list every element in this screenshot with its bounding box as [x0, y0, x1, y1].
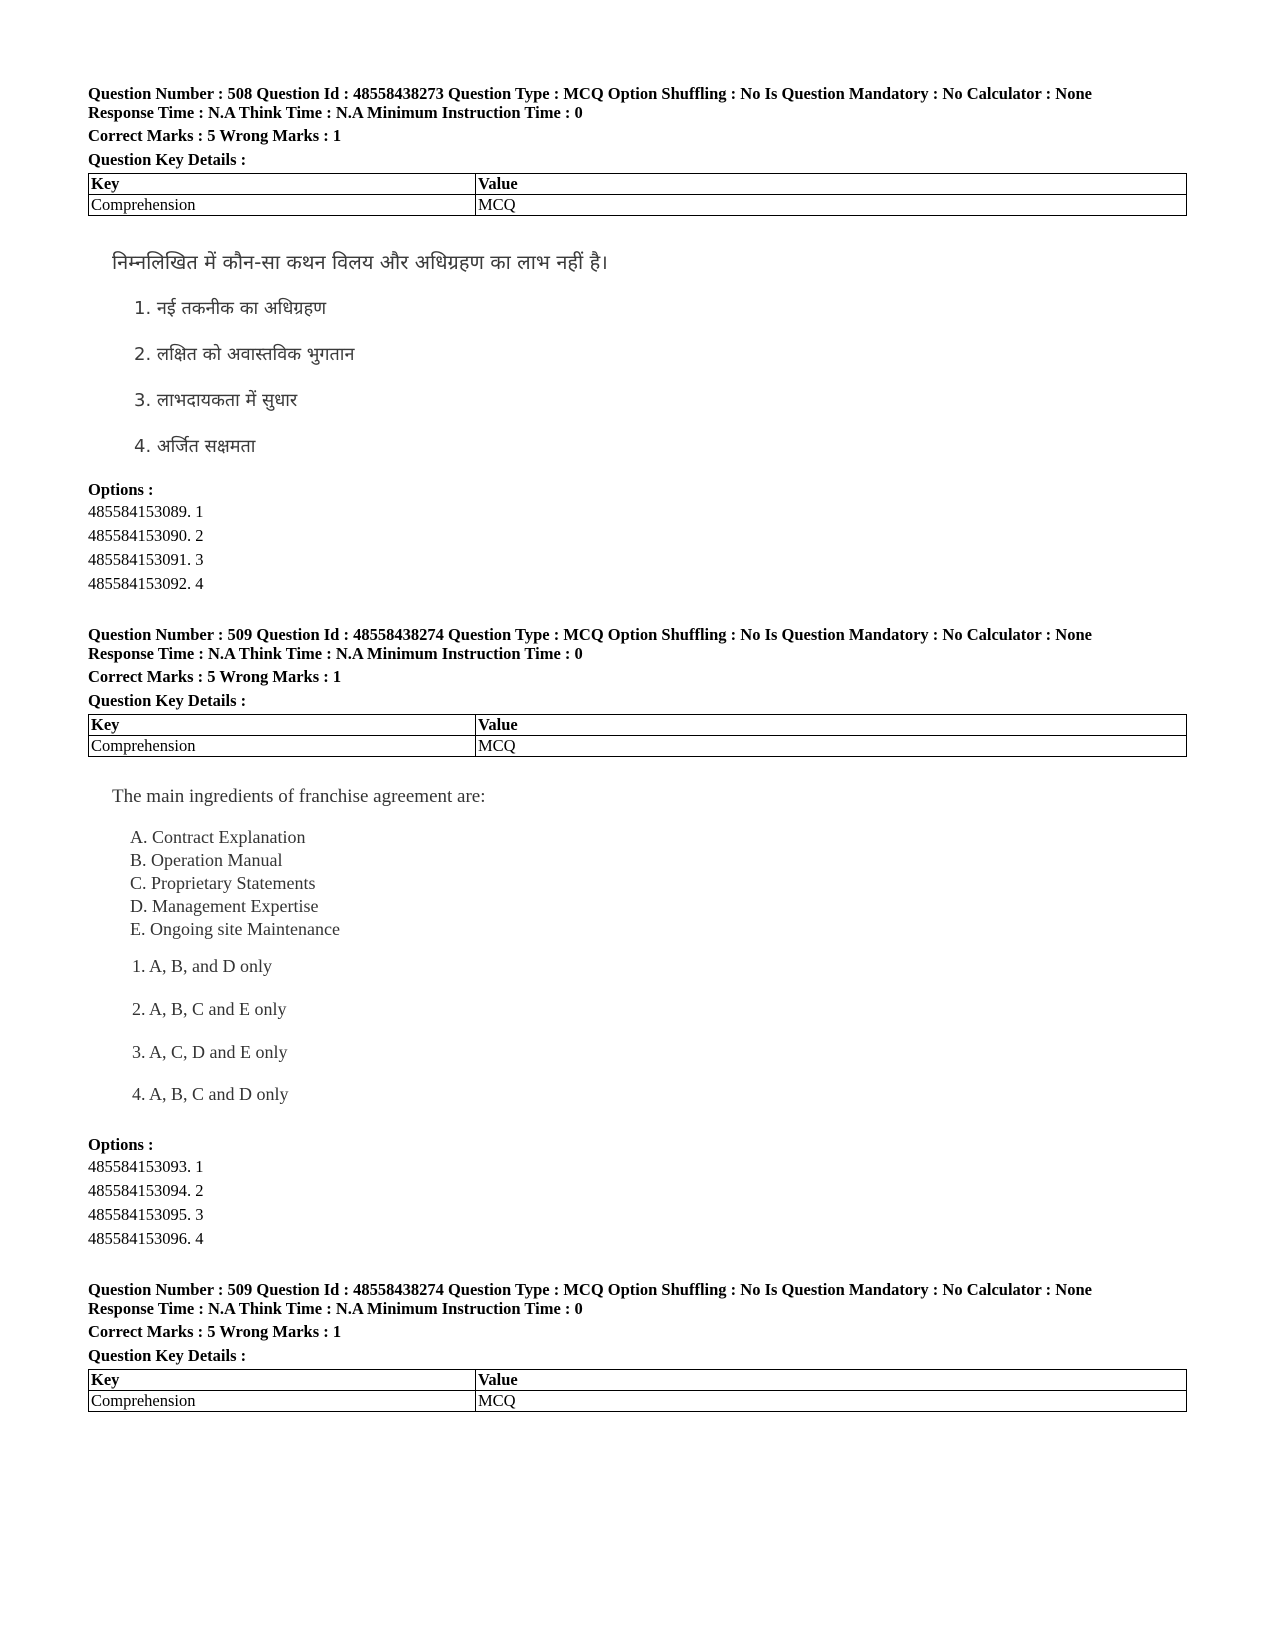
choice-item: 2. A, B, C and E only: [132, 999, 287, 1019]
choice-item: 3. लाभदायकता में सुधार: [134, 390, 298, 411]
list-item: 485584153089. 1: [88, 502, 204, 521]
question-stem: निम्नलिखित में कौन-सा कथन विलय और अधिग्रहण का लाभ नहीं है।: [112, 250, 608, 274]
options-label: Options :: [88, 1135, 154, 1154]
choice-item: 3. A, C, D and E only: [132, 1042, 288, 1062]
marks-line: Correct Marks : 5 Wrong Marks : 1: [88, 667, 342, 686]
table-header-row: [89, 715, 1187, 736]
table-cell-value: MCQ: [476, 1391, 1187, 1412]
choice-item: 2. लक्षित को अवास्तविक भुगतान: [134, 344, 355, 365]
options-list: [88, 500, 204, 596]
question-header: [88, 84, 1188, 216]
table-row: [89, 736, 1187, 757]
table-row: [89, 1391, 1187, 1412]
table-header-key: Key: [89, 715, 476, 736]
statement-item: A. Contract Explanation: [130, 827, 306, 847]
statement-item: D. Management Expertise: [130, 896, 319, 916]
options-label: Options :: [88, 480, 154, 499]
statement-item: C. Proprietary Statements: [130, 873, 316, 893]
key-details-table: [88, 714, 1187, 757]
table-header-key: Key: [89, 1370, 476, 1391]
table-cell-value: MCQ: [476, 736, 1187, 757]
question-meta-line1: Question Number : 509 Question Id : 48558438274 Question Type : MCQ Option Shuffling : No Is Question Mandatory : No Calculator : None: [88, 1280, 1092, 1299]
list-item: 485584153095. 3: [88, 1205, 204, 1224]
key-details-label: Question Key Details :: [88, 691, 247, 710]
table-cell-value: MCQ: [476, 195, 1187, 216]
table-header-key: Key: [89, 174, 476, 195]
table-header-row: [89, 174, 1187, 195]
statement-item: B. Operation Manual: [130, 850, 283, 870]
choice-item: 1. A, B, and D only: [132, 956, 273, 976]
question-header: [88, 1280, 1188, 1412]
question-meta-line2: Response Time : N.A Think Time : N.A Minimum Instruction Time : 0: [88, 644, 583, 663]
key-details-label: Question Key Details :: [88, 150, 247, 169]
table-header-value: Value: [476, 174, 1187, 195]
list-item: 485584153090. 2: [88, 526, 204, 545]
list-item: 485584153091. 3: [88, 550, 204, 569]
list-item: 485584153096. 4: [88, 1229, 204, 1248]
question-meta-line1: Question Number : 509 Question Id : 48558438274 Question Type : MCQ Option Shuffling : No Is Question Mandatory : No Calculator : None: [88, 625, 1092, 644]
choice-item: 4. A, B, C and D only: [132, 1084, 289, 1104]
key-details-table: [88, 173, 1187, 216]
question-meta-line1: Question Number : 508 Question Id : 48558438273 Question Type : MCQ Option Shuffling : No Is Question Mandatory : No Calculator : None: [88, 84, 1092, 103]
choice-item: 4. अर्जित सक्षमता: [134, 436, 256, 457]
key-details-label: Question Key Details :: [88, 1346, 247, 1365]
table-header-value: Value: [476, 715, 1187, 736]
table-header-value: Value: [476, 1370, 1187, 1391]
statement-list: [130, 826, 340, 941]
marks-line: Correct Marks : 5 Wrong Marks : 1: [88, 1322, 342, 1341]
list-item: 485584153092. 4: [88, 574, 204, 593]
table-cell-key: Comprehension: [89, 195, 476, 216]
table-header-row: [89, 1370, 1187, 1391]
question-stem: The main ingredients of franchise agreement are:: [112, 786, 486, 807]
choice-item: 1. नई तकनीक का अधिग्रहण: [134, 298, 327, 319]
marks-line: Correct Marks : 5 Wrong Marks : 1: [88, 126, 342, 145]
question-meta-line2: Response Time : N.A Think Time : N.A Minimum Instruction Time : 0: [88, 1299, 583, 1318]
question-header: [88, 625, 1188, 757]
options-list: [88, 1155, 204, 1251]
table-cell-key: Comprehension: [89, 1391, 476, 1412]
statement-item: E. Ongoing site Maintenance: [130, 919, 340, 939]
question-meta-line2: Response Time : N.A Think Time : N.A Minimum Instruction Time : 0: [88, 103, 583, 122]
table-cell-key: Comprehension: [89, 736, 476, 757]
table-row: [89, 195, 1187, 216]
question-image-english: [112, 786, 612, 1116]
key-details-table: [88, 1369, 1187, 1412]
question-image-hindi: [112, 248, 608, 457]
list-item: 485584153093. 1: [88, 1157, 204, 1176]
list-item: 485584153094. 2: [88, 1181, 204, 1200]
